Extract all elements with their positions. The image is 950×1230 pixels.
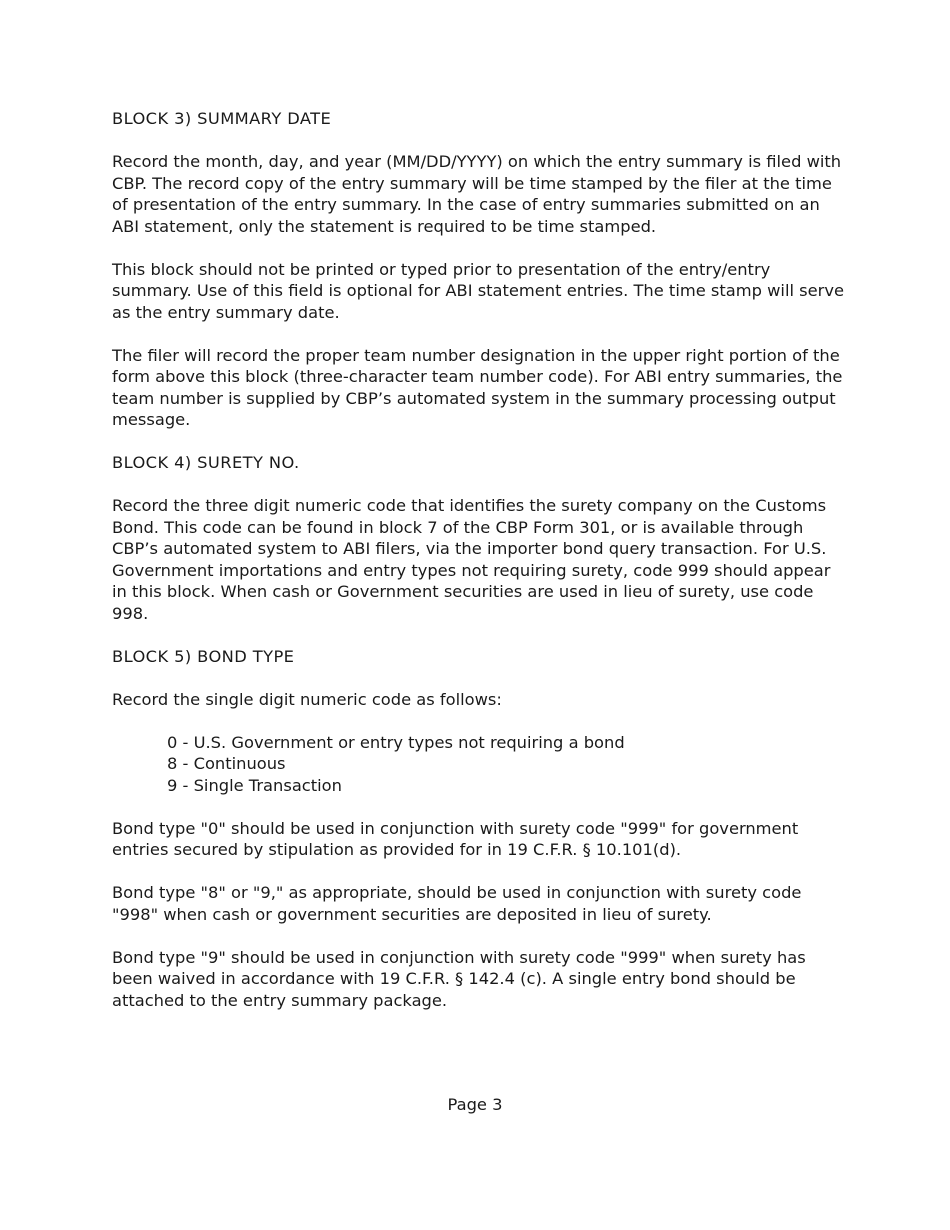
block-5-heading: BLOCK 5) BOND TYPE <box>112 646 295 666</box>
bond-type-code-8: 8 - Continuous <box>167 754 286 773</box>
block-3-paragraph-3: The filer will record the proper team number designation in the upper right portion of the form above this block (three-character team number code). For ABI entry summaries, the team number is supplied by CBP’s automated system in the summary processing output message. <box>112 345 843 429</box>
block-3-paragraph-1: Record the month, day, and year (MM/DD/YYYY) on which the entry summary is filed with CBP. The record copy of the entry summary will be time stamped by the filer at the time of presentation of the entry summary. In the case of entry summaries submitted on an ABI statement, only the statement is required to be time stamped. <box>112 152 842 236</box>
block-4-paragraph-1: Record the three digit numeric code that identifies the surety company on the Customs Bond. This code can be found in block 7 of the CBP Form 301, or is available through CBP’s automated system to ABI filers, via the importer bond query transaction. For U.S. Government importations and entry types not requiring surety, code 999 should appear in this block. When cash or Government securities are used in lieu of surety, use code 998. <box>112 496 831 623</box>
block-5-paragraph-2: Bond type "8" or "9," as appropriate, should be used in conjunction with surety code "998" when cash or government securities are deposited in lieu of surety. <box>112 883 802 924</box>
document-body <box>112 108 847 1033</box>
bond-type-code-0: 0 - U.S. Government or entry types not requiring a bond <box>167 732 625 752</box>
bond-type-code-list <box>112 732 847 797</box>
bond-type-code-9: 9 - Single Transaction <box>167 775 342 795</box>
block-4-heading: BLOCK 4) SURETY NO. <box>112 453 300 472</box>
block-5-paragraph-3: Bond type "9" should be used in conjunction with surety code "999" when surety has been waived in accordance with 19 C.F.R. § 142.4 (c). A single entry bond should be attached to the entry summary package. <box>112 947 806 1010</box>
block-5-intro: Record the single digit numeric code as follows: <box>112 689 502 709</box>
block-3-heading: BLOCK 3) SUMMARY DATE <box>112 109 332 128</box>
block-5-paragraph-1: Bond type "0" should be used in conjunction with surety code "999" for government entries secured by stipulation as provided for in 19 C.F.R. § 10.101(d). <box>112 818 799 859</box>
page-number: Page 3 <box>447 1095 503 1114</box>
block-3-paragraph-2: This block should not be printed or typed prior to presentation of the entry/entry summary. Use of this field is optional for ABI statement entries. The time stamp will serve as the entry summary date. <box>112 259 845 322</box>
